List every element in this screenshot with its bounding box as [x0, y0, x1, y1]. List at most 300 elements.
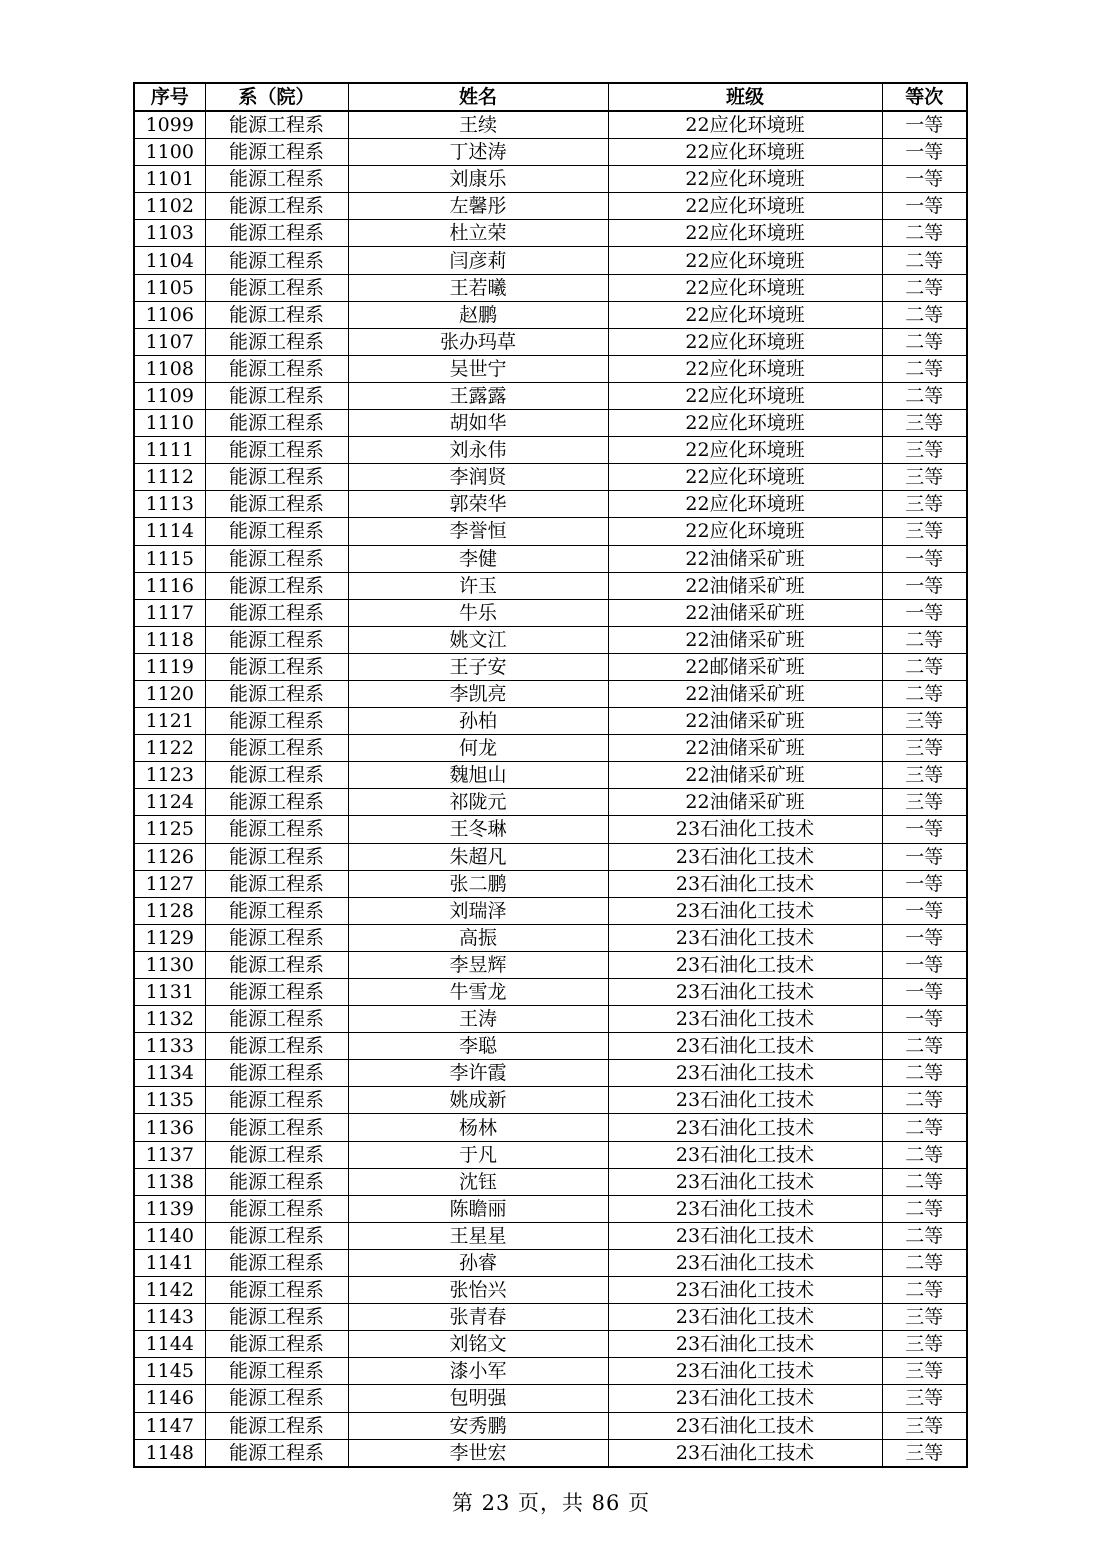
cell-class: 23石油化工技术: [608, 1195, 882, 1222]
cell-name: 姚文江: [348, 626, 608, 653]
cell-name: 魏旭山: [348, 762, 608, 789]
cell-class: 22油储采矿班: [608, 735, 882, 762]
cell-department: 能源工程系: [205, 545, 348, 572]
cell-class: 23石油化工技术: [608, 1141, 882, 1168]
cell-grade: 三等: [882, 491, 967, 518]
cell-grade: 二等: [882, 680, 967, 707]
cell-serial-number: 1124: [134, 789, 205, 816]
cell-grade: 三等: [882, 464, 967, 491]
cell-grade: 一等: [882, 572, 967, 599]
table-row: [134, 1277, 967, 1304]
cell-name: 祁陇元: [348, 789, 608, 816]
header-grade: 等次: [882, 83, 967, 111]
cell-grade: 二等: [882, 1060, 967, 1087]
cell-class: 23石油化工技术: [608, 924, 882, 951]
cell-grade: 二等: [882, 1222, 967, 1249]
cell-serial-number: 1129: [134, 924, 205, 951]
cell-department: 能源工程系: [205, 1439, 348, 1467]
table-row: [134, 382, 967, 409]
cell-department: 能源工程系: [205, 1331, 348, 1358]
cell-name: 张办玛草: [348, 328, 608, 355]
cell-name: 孙睿: [348, 1249, 608, 1276]
cell-grade: 三等: [882, 437, 967, 464]
cell-name: 王星星: [348, 1222, 608, 1249]
cell-serial-number: 1118: [134, 626, 205, 653]
cell-class: 22应化环境班: [608, 518, 882, 545]
cell-department: 能源工程系: [205, 491, 348, 518]
cell-name: 王冬琳: [348, 816, 608, 843]
cell-grade: 三等: [882, 789, 967, 816]
cell-department: 能源工程系: [205, 328, 348, 355]
cell-name: 杨林: [348, 1114, 608, 1141]
table-row: [134, 789, 967, 816]
table-row: [134, 1412, 967, 1439]
cell-name: 张青春: [348, 1304, 608, 1331]
cell-grade: 一等: [882, 816, 967, 843]
cell-serial-number: 1139: [134, 1195, 205, 1222]
cell-department: 能源工程系: [205, 897, 348, 924]
cell-class: 23石油化工技术: [608, 1087, 882, 1114]
table-row: [134, 247, 967, 274]
cell-department: 能源工程系: [205, 951, 348, 978]
cell-grade: 一等: [882, 139, 967, 166]
cell-department: 能源工程系: [205, 1412, 348, 1439]
cell-serial-number: 1133: [134, 1033, 205, 1060]
header-class: 班级: [608, 83, 882, 111]
cell-grade: 一等: [882, 545, 967, 572]
cell-serial-number: 1141: [134, 1249, 205, 1276]
cell-department: 能源工程系: [205, 220, 348, 247]
cell-grade: 二等: [882, 1195, 967, 1222]
cell-serial-number: 1126: [134, 843, 205, 870]
table-row: [134, 1331, 967, 1358]
cell-class: 23石油化工技术: [608, 979, 882, 1006]
table-row: [134, 870, 967, 897]
cell-serial-number: 1100: [134, 139, 205, 166]
cell-class: 22应化环境班: [608, 139, 882, 166]
cell-class: 23石油化工技术: [608, 816, 882, 843]
cell-grade: 一等: [882, 924, 967, 951]
cell-department: 能源工程系: [205, 1277, 348, 1304]
cell-grade: 三等: [882, 1358, 967, 1385]
cell-grade: 一等: [882, 897, 967, 924]
cell-name: 李许霞: [348, 1060, 608, 1087]
table-row: [134, 979, 967, 1006]
cell-department: 能源工程系: [205, 1087, 348, 1114]
cell-class: 23石油化工技术: [608, 1114, 882, 1141]
cell-name: 吴世宁: [348, 355, 608, 382]
cell-name: 李润贤: [348, 464, 608, 491]
table-row: [134, 220, 967, 247]
cell-name: 郭荣华: [348, 491, 608, 518]
cell-grade: 一等: [882, 979, 967, 1006]
cell-name: 刘康乐: [348, 166, 608, 193]
table-row: [134, 1006, 967, 1033]
cell-class: 23石油化工技术: [608, 1412, 882, 1439]
cell-department: 能源工程系: [205, 382, 348, 409]
cell-department: 能源工程系: [205, 1114, 348, 1141]
cell-department: 能源工程系: [205, 789, 348, 816]
table-row: [134, 301, 967, 328]
cell-department: 能源工程系: [205, 355, 348, 382]
table-row: [134, 166, 967, 193]
table-row: [134, 1168, 967, 1195]
cell-name: 高振: [348, 924, 608, 951]
cell-serial-number: 1121: [134, 708, 205, 735]
cell-class: 22油储采矿班: [608, 599, 882, 626]
cell-class: 22邮储采矿班: [608, 653, 882, 680]
cell-grade: 一等: [882, 599, 967, 626]
cell-serial-number: 1144: [134, 1331, 205, 1358]
cell-serial-number: 1112: [134, 464, 205, 491]
cell-department: 能源工程系: [205, 301, 348, 328]
cell-grade: 一等: [882, 951, 967, 978]
cell-serial-number: 1109: [134, 382, 205, 409]
cell-name: 丁述涛: [348, 139, 608, 166]
cell-serial-number: 1110: [134, 410, 205, 437]
cell-grade: 三等: [882, 1331, 967, 1358]
cell-grade: 一等: [882, 193, 967, 220]
header-serial-number: 序号: [134, 83, 205, 111]
table-row: [134, 355, 967, 382]
cell-name: 刘瑞泽: [348, 897, 608, 924]
cell-grade: 二等: [882, 1168, 967, 1195]
table-row: [134, 111, 967, 139]
cell-name: 张二鹏: [348, 870, 608, 897]
cell-name: 漆小军: [348, 1358, 608, 1385]
cell-grade: 二等: [882, 355, 967, 382]
cell-department: 能源工程系: [205, 816, 348, 843]
cell-serial-number: 1146: [134, 1385, 205, 1412]
cell-grade: 一等: [882, 1006, 967, 1033]
cell-name: 姚成新: [348, 1087, 608, 1114]
cell-grade: 三等: [882, 1439, 967, 1467]
cell-class: 22应化环境班: [608, 274, 882, 301]
table-row: [134, 951, 967, 978]
cell-name: 牛乐: [348, 599, 608, 626]
cell-department: 能源工程系: [205, 1141, 348, 1168]
cell-grade: 二等: [882, 301, 967, 328]
cell-class: 23石油化工技术: [608, 1439, 882, 1467]
cell-serial-number: 1140: [134, 1222, 205, 1249]
cell-serial-number: 1123: [134, 762, 205, 789]
table-row: [134, 762, 967, 789]
cell-class: 22油储采矿班: [608, 789, 882, 816]
cell-class: 23石油化工技术: [608, 1249, 882, 1276]
cell-serial-number: 1135: [134, 1087, 205, 1114]
cell-department: 能源工程系: [205, 1358, 348, 1385]
table-body: [134, 111, 967, 1467]
cell-name: 李誉恒: [348, 518, 608, 545]
table-row: [134, 897, 967, 924]
cell-grade: 一等: [882, 166, 967, 193]
cell-serial-number: 1111: [134, 437, 205, 464]
cell-grade: 二等: [882, 328, 967, 355]
cell-department: 能源工程系: [205, 1168, 348, 1195]
cell-department: 能源工程系: [205, 843, 348, 870]
cell-serial-number: 1125: [134, 816, 205, 843]
table-row: [134, 1195, 967, 1222]
table-row: [134, 1304, 967, 1331]
cell-serial-number: 1120: [134, 680, 205, 707]
table-row: [134, 626, 967, 653]
table-row: [134, 1249, 967, 1276]
table-row: [134, 1439, 967, 1467]
cell-department: 能源工程系: [205, 1222, 348, 1249]
cell-class: 22油储采矿班: [608, 680, 882, 707]
cell-class: 22应化环境班: [608, 301, 882, 328]
cell-serial-number: 1130: [134, 951, 205, 978]
cell-name: 陈瞻丽: [348, 1195, 608, 1222]
cell-department: 能源工程系: [205, 1249, 348, 1276]
cell-class: 22油储采矿班: [608, 545, 882, 572]
cell-department: 能源工程系: [205, 166, 348, 193]
cell-serial-number: 1099: [134, 111, 205, 139]
cell-serial-number: 1148: [134, 1439, 205, 1467]
cell-grade: 二等: [882, 220, 967, 247]
table-row: [134, 599, 967, 626]
cell-name: 安秀鹏: [348, 1412, 608, 1439]
cell-serial-number: 1134: [134, 1060, 205, 1087]
cell-department: 能源工程系: [205, 1195, 348, 1222]
cell-serial-number: 1104: [134, 247, 205, 274]
cell-class: 22油储采矿班: [608, 572, 882, 599]
table-row: [134, 545, 967, 572]
cell-class: 23石油化工技术: [608, 1033, 882, 1060]
cell-grade: 三等: [882, 735, 967, 762]
cell-serial-number: 1113: [134, 491, 205, 518]
cell-serial-number: 1127: [134, 870, 205, 897]
cell-grade: 三等: [882, 1412, 967, 1439]
cell-class: 23石油化工技术: [608, 951, 882, 978]
cell-department: 能源工程系: [205, 653, 348, 680]
table-row: [134, 1222, 967, 1249]
cell-department: 能源工程系: [205, 193, 348, 220]
cell-department: 能源工程系: [205, 870, 348, 897]
cell-serial-number: 1143: [134, 1304, 205, 1331]
cell-name: 李世宏: [348, 1439, 608, 1467]
cell-serial-number: 1105: [134, 274, 205, 301]
cell-serial-number: 1128: [134, 897, 205, 924]
cell-serial-number: 1119: [134, 653, 205, 680]
cell-name: 孙柏: [348, 708, 608, 735]
table-row: [134, 1114, 967, 1141]
cell-grade: 一等: [882, 111, 967, 139]
cell-class: 23石油化工技术: [608, 1304, 882, 1331]
cell-class: 23石油化工技术: [608, 1331, 882, 1358]
cell-name: 李健: [348, 545, 608, 572]
cell-serial-number: 1107: [134, 328, 205, 355]
cell-department: 能源工程系: [205, 762, 348, 789]
table-row: [134, 139, 967, 166]
cell-name: 王续: [348, 111, 608, 139]
cell-grade: 三等: [882, 762, 967, 789]
cell-serial-number: 1117: [134, 599, 205, 626]
cell-grade: 二等: [882, 653, 967, 680]
cell-class: 22油储采矿班: [608, 626, 882, 653]
table-row: [134, 816, 967, 843]
cell-department: 能源工程系: [205, 464, 348, 491]
cell-name: 包明强: [348, 1385, 608, 1412]
cell-grade: 一等: [882, 870, 967, 897]
cell-department: 能源工程系: [205, 708, 348, 735]
cell-department: 能源工程系: [205, 1385, 348, 1412]
cell-class: 22应化环境班: [608, 410, 882, 437]
award-roster-table: [133, 82, 968, 1468]
table-row: [134, 680, 967, 707]
cell-name: 李聪: [348, 1033, 608, 1060]
cell-department: 能源工程系: [205, 735, 348, 762]
table-row: [134, 328, 967, 355]
table-row: [134, 518, 967, 545]
table-row: [134, 437, 967, 464]
table-row: [134, 653, 967, 680]
cell-serial-number: 1145: [134, 1358, 205, 1385]
cell-serial-number: 1142: [134, 1277, 205, 1304]
table-row: [134, 193, 967, 220]
table-row: [134, 491, 967, 518]
cell-name: 王涛: [348, 1006, 608, 1033]
cell-name: 闫彦莉: [348, 247, 608, 274]
cell-name: 刘铭文: [348, 1331, 608, 1358]
cell-grade: 二等: [882, 382, 967, 409]
table-row: [134, 735, 967, 762]
table-row: [134, 1033, 967, 1060]
cell-department: 能源工程系: [205, 1006, 348, 1033]
cell-class: 22油储采矿班: [608, 708, 882, 735]
cell-serial-number: 1138: [134, 1168, 205, 1195]
cell-grade: 三等: [882, 410, 967, 437]
table-row: [134, 1060, 967, 1087]
cell-class: 22油储采矿班: [608, 762, 882, 789]
cell-grade: 二等: [882, 626, 967, 653]
cell-class: 23石油化工技术: [608, 1168, 882, 1195]
table-row: [134, 1087, 967, 1114]
cell-class: 23石油化工技术: [608, 897, 882, 924]
cell-name: 许玉: [348, 572, 608, 599]
cell-name: 张怡兴: [348, 1277, 608, 1304]
cell-serial-number: 1106: [134, 301, 205, 328]
cell-class: 23石油化工技术: [608, 843, 882, 870]
cell-department: 能源工程系: [205, 139, 348, 166]
cell-serial-number: 1101: [134, 166, 205, 193]
cell-serial-number: 1103: [134, 220, 205, 247]
cell-class: 23石油化工技术: [608, 1006, 882, 1033]
cell-department: 能源工程系: [205, 274, 348, 301]
cell-name: 李凯亮: [348, 680, 608, 707]
cell-serial-number: 1115: [134, 545, 205, 572]
cell-grade: 二等: [882, 1141, 967, 1168]
cell-class: 22应化环境班: [608, 193, 882, 220]
cell-department: 能源工程系: [205, 1033, 348, 1060]
cell-name: 左馨彤: [348, 193, 608, 220]
cell-serial-number: 1108: [134, 355, 205, 382]
cell-name: 牛雪龙: [348, 979, 608, 1006]
cell-grade: 二等: [882, 1033, 967, 1060]
cell-class: 22应化环境班: [608, 111, 882, 139]
table-row: [134, 843, 967, 870]
cell-name: 李昱辉: [348, 951, 608, 978]
cell-class: 23石油化工技术: [608, 1060, 882, 1087]
cell-name: 杜立荣: [348, 220, 608, 247]
cell-serial-number: 1132: [134, 1006, 205, 1033]
cell-serial-number: 1136: [134, 1114, 205, 1141]
cell-class: 22应化环境班: [608, 220, 882, 247]
cell-grade: 二等: [882, 247, 967, 274]
cell-class: 22应化环境班: [608, 491, 882, 518]
table-row: [134, 1358, 967, 1385]
cell-department: 能源工程系: [205, 1060, 348, 1087]
cell-grade: 三等: [882, 1385, 967, 1412]
cell-class: 22应化环境班: [608, 382, 882, 409]
cell-grade: 三等: [882, 1304, 967, 1331]
cell-department: 能源工程系: [205, 599, 348, 626]
cell-department: 能源工程系: [205, 572, 348, 599]
cell-serial-number: 1131: [134, 979, 205, 1006]
table-header: [134, 83, 967, 111]
cell-class: 23石油化工技术: [608, 1277, 882, 1304]
cell-class: 23石油化工技术: [608, 870, 882, 897]
cell-serial-number: 1114: [134, 518, 205, 545]
cell-department: 能源工程系: [205, 437, 348, 464]
cell-class: 23石油化工技术: [608, 1222, 882, 1249]
cell-name: 王子安: [348, 653, 608, 680]
cell-serial-number: 1116: [134, 572, 205, 599]
cell-name: 胡如华: [348, 410, 608, 437]
cell-grade: 一等: [882, 843, 967, 870]
table-row: [134, 464, 967, 491]
cell-name: 王若曦: [348, 274, 608, 301]
header-department: 系（院）: [205, 83, 348, 111]
cell-grade: 三等: [882, 708, 967, 735]
cell-serial-number: 1147: [134, 1412, 205, 1439]
table-row: [134, 1385, 967, 1412]
cell-class: 22应化环境班: [608, 437, 882, 464]
cell-name: 于凡: [348, 1141, 608, 1168]
cell-name: 刘永伟: [348, 437, 608, 464]
cell-grade: 二等: [882, 1087, 967, 1114]
cell-class: 23石油化工技术: [608, 1358, 882, 1385]
cell-serial-number: 1137: [134, 1141, 205, 1168]
table-row: [134, 924, 967, 951]
cell-class: 22应化环境班: [608, 355, 882, 382]
cell-department: 能源工程系: [205, 111, 348, 139]
cell-name: 王露露: [348, 382, 608, 409]
header-name: 姓名: [348, 83, 608, 111]
cell-class: 22应化环境班: [608, 166, 882, 193]
cell-serial-number: 1122: [134, 735, 205, 762]
cell-department: 能源工程系: [205, 626, 348, 653]
cell-serial-number: 1102: [134, 193, 205, 220]
cell-class: 22应化环境班: [608, 328, 882, 355]
cell-department: 能源工程系: [205, 680, 348, 707]
cell-department: 能源工程系: [205, 924, 348, 951]
cell-grade: 三等: [882, 518, 967, 545]
cell-name: 朱超凡: [348, 843, 608, 870]
cell-grade: 二等: [882, 1277, 967, 1304]
cell-department: 能源工程系: [205, 979, 348, 1006]
table-row: [134, 572, 967, 599]
header-row: [134, 83, 967, 111]
cell-name: 沈钰: [348, 1168, 608, 1195]
page-number: 第 23 页，共 86 页: [451, 1491, 651, 1515]
cell-class: 23石油化工技术: [608, 1385, 882, 1412]
cell-class: 22应化环境班: [608, 247, 882, 274]
cell-grade: 二等: [882, 1114, 967, 1141]
table-row: [134, 1141, 967, 1168]
table-row: [134, 410, 967, 437]
cell-department: 能源工程系: [205, 1304, 348, 1331]
